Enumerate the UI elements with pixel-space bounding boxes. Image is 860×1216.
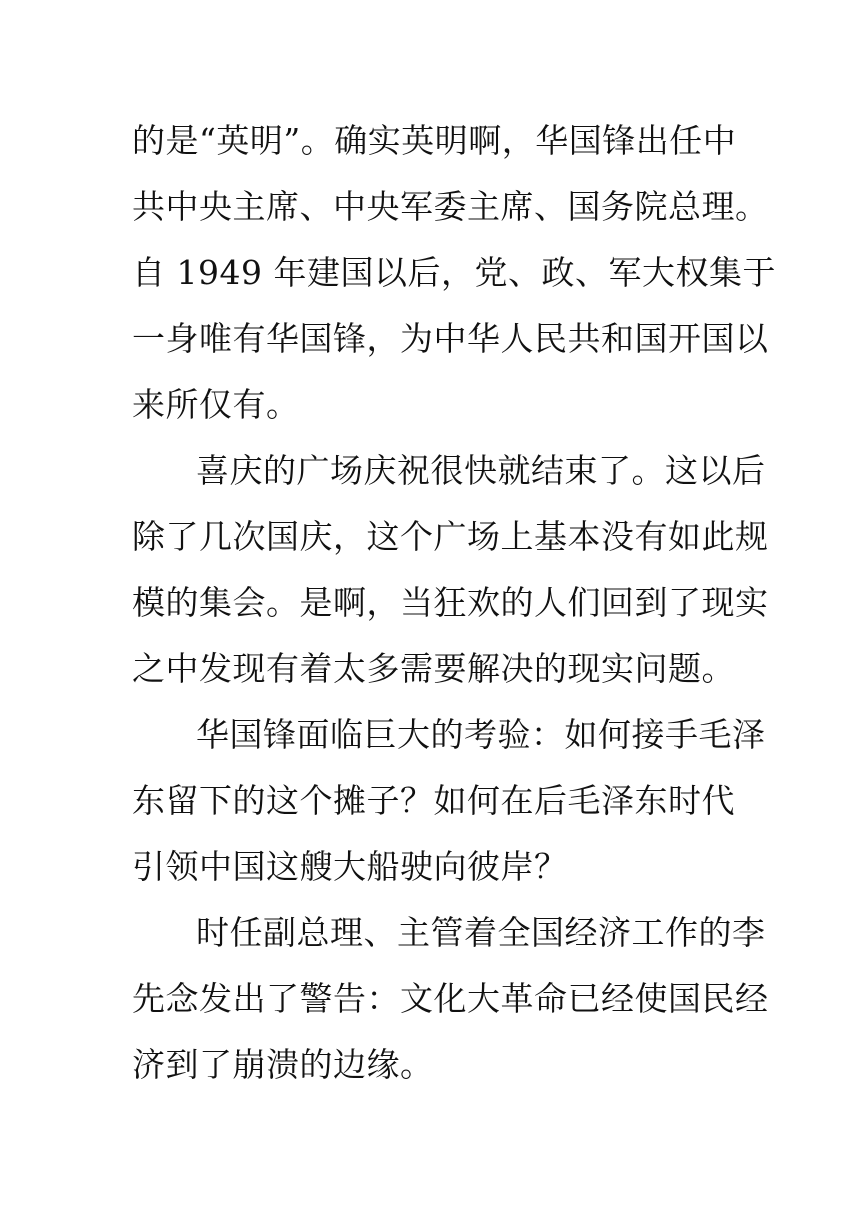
text-line: 先念发出了警告：文化大革命已经使国民经 [132,979,769,1018]
text-line: 时任副总理、主管着全国经济工作的李 [196,913,766,952]
text-line: 除了几次国庆，这个广场上基本没有如此规 [132,517,769,556]
paragraph-1 [132,108,776,438]
text-line: 来所仅有。 [132,385,300,424]
text-line: 引领中国这艘大船驶向彼岸？ [132,847,568,886]
text-line: 之中发现有着太多需要解决的现实问题。 [132,649,735,688]
text-line: 济到了崩溃的边缘。 [132,1045,434,1084]
paragraph-4 [132,900,769,1098]
paragraph-3 [132,702,766,900]
text-line: 一身唯有华国锋，为中华人民共和国开国以 [132,319,769,358]
text-line: 华国锋面临巨大的考验：如何接手毛泽 [196,715,766,754]
text-line: 喜庆的广场庆祝很快就结束了。这以后 [196,451,766,490]
text-line: 东留下的这个摊子？如何在后毛泽东时代 [132,781,735,820]
body-text [132,108,776,1098]
text-line: 共中央主席、中央军委主席、国务院总理。 [132,187,769,226]
paragraph-2 [132,438,769,702]
text-line: 自 1949 年建国以后，党、政、军大权集于 [132,253,776,292]
text-line: 模的集会。是啊，当狂欢的人们回到了现实 [132,583,769,622]
text-line: 的是“英明”。确实英明啊，华国锋出任中 [132,121,737,160]
